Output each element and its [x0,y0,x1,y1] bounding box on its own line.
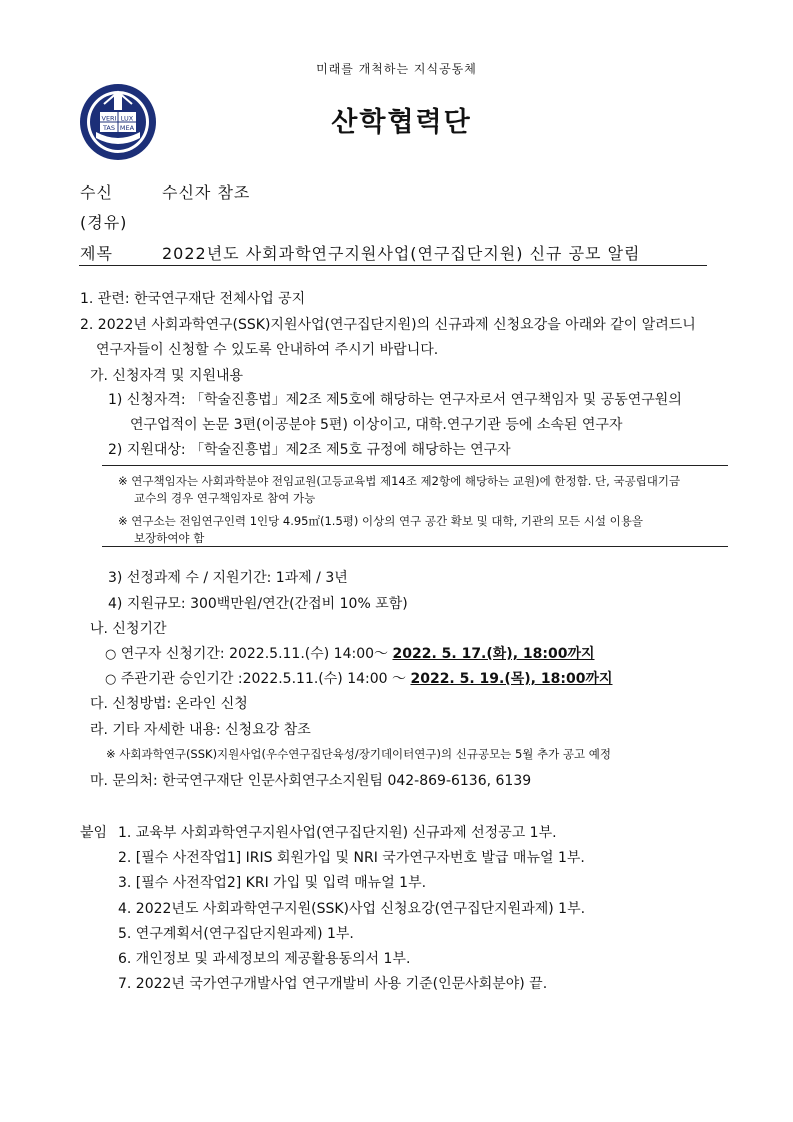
attachment-item: 1. 교육부 사회과학연구지원사업(연구집단지원) 신규과제 선정공고 1부. [118,825,557,841]
na-item-2 [105,668,613,688]
section-na-heading: 나. 신청기간 [90,621,167,637]
note-2-line-1: ※ 연구소는 전임연구인력 1인당 4.95㎡(1.5평) 이상의 연구 공간 확보 및 대학, 기관의 모든 시설 이용을 [118,514,643,528]
researcher-deadline: 2022. 5. 17.(화), 18:00까지 [392,646,595,662]
section-da: 다. 신청방법: 온라인 신청 [90,696,248,712]
subject-value: 2022년도 사회과학연구지원사업(연구집단지원) 신규 공모 알림 [162,244,641,263]
ga-item-3: 3) 선정과제 수 / 지원기간: 1과제 / 3년 [108,570,348,586]
attachment-item: 6. 개인정보 및 과세정보의 제공활용동의서 1부. [118,951,411,967]
attachment-item: 3. [필수 사전작업2] KRI 가입 및 입력 매뉴얼 1부. [118,875,427,891]
note-box-top-rule [102,465,728,466]
body-line-purpose-1: 2. 2022년 사회과학연구(SSK)지원사업(연구집단지원)의 신규과제 신청요강을 아래와 같이 알려드니 [80,317,696,333]
logo-text-lux: LUX [120,114,134,123]
note-box-bottom-rule [102,546,728,547]
body-line-reference: 1. 관련: 한국연구재단 전체사업 공지 [80,291,306,307]
ga-item-4: 4) 지원규모: 300백만원/연간(간접비 10% 포함) [108,596,408,612]
ga-item-1-line-2: 연구업적이 논문 3편(이공분야 5편) 이상이고, 대학.연구기관 등에 소속된 연구자 [130,417,623,433]
ra-note: ※ 사회과학연구(SSK)지원사업(우수연구집단육성/장기데이터연구)의 신규공모는 5월 추가 공고 예정 [106,747,611,761]
logo-text-mea: MEA [119,124,135,132]
circle-bullet-icon: ○ [105,647,117,662]
logo-text-tas: TAS [102,124,116,132]
recipient-value: 수신자 참조 [162,183,251,202]
body-line-purpose-2: 연구자들이 신청할 수 있도록 안내하여 주시기 바랍니다. [96,342,439,358]
subject-label: 제목 [80,244,113,263]
section-ra: 라. 기타 자세한 내용: 신청요강 참조 [90,722,311,738]
na-item-1-text: 연구자 신청기간: 2022.5.11.(수) 14:00～ [120,646,389,662]
section-ga-heading: 가. 신청자격 및 지원내용 [90,368,244,384]
organization-name: 산학협력단 [331,107,472,138]
ga-item-2: 2) 지원대상: 「학술진흥법」제2조 제5호 규정에 해당하는 연구자 [108,442,511,458]
slogan: 미래를 개척하는 지식공동체 [316,62,477,76]
note-1-line-2: 교수의 경우 연구책임자로 참여 가능 [134,491,316,505]
attachments-label: 붙임 [80,825,108,841]
section-ma-contact: 마. 문의처: 한국연구재단 인문사회연구소지원팀 042-869-6136, 6139 [90,773,532,789]
na-item-2-text: 주관기관 승인기간 :2022.5.11.(수) 14:00 ～ [120,671,407,687]
ga-item-1-line-1: 1) 신청자격: 「학술진흥법」제2조 제5호에 해당하는 연구자로서 연구책임자 및 공동연구원의 [108,392,682,408]
via-label: (경유) [80,213,128,232]
attachment-item: 5. 연구계획서(연구집단지원과제) 1부. [118,926,354,942]
circle-bullet-icon: ○ [105,672,117,687]
attachment-item: 7. 2022년 국가연구개발사업 연구개발비 사용 기준(인문사회분야) 끝. [118,976,548,992]
note-1-line-1: ※ 연구책임자는 사회과학분야 전임교원(고등교육법 제14조 제2항에 해당하는 교원)에 한정함. 단, 국공립대기금 [118,474,681,488]
na-item-1 [105,643,595,663]
institution-deadline: 2022. 5. 19.(목), 18:00까지 [410,671,613,687]
attachment-item: 4. 2022년도 사회과학연구지원(SSK)사업 신청요강(연구집단지원과제) 1부. [118,901,586,917]
note-2-line-2: 보장하여야 함 [134,531,205,545]
logo-text-veri: VERI [101,114,117,123]
subject-divider [79,265,707,266]
recipient-label: 수신 [80,183,113,202]
attachment-item: 2. [필수 사전작업1] IRIS 회원가입 및 NRI 국가연구자번호 발급 매뉴얼 1부. [118,850,585,866]
